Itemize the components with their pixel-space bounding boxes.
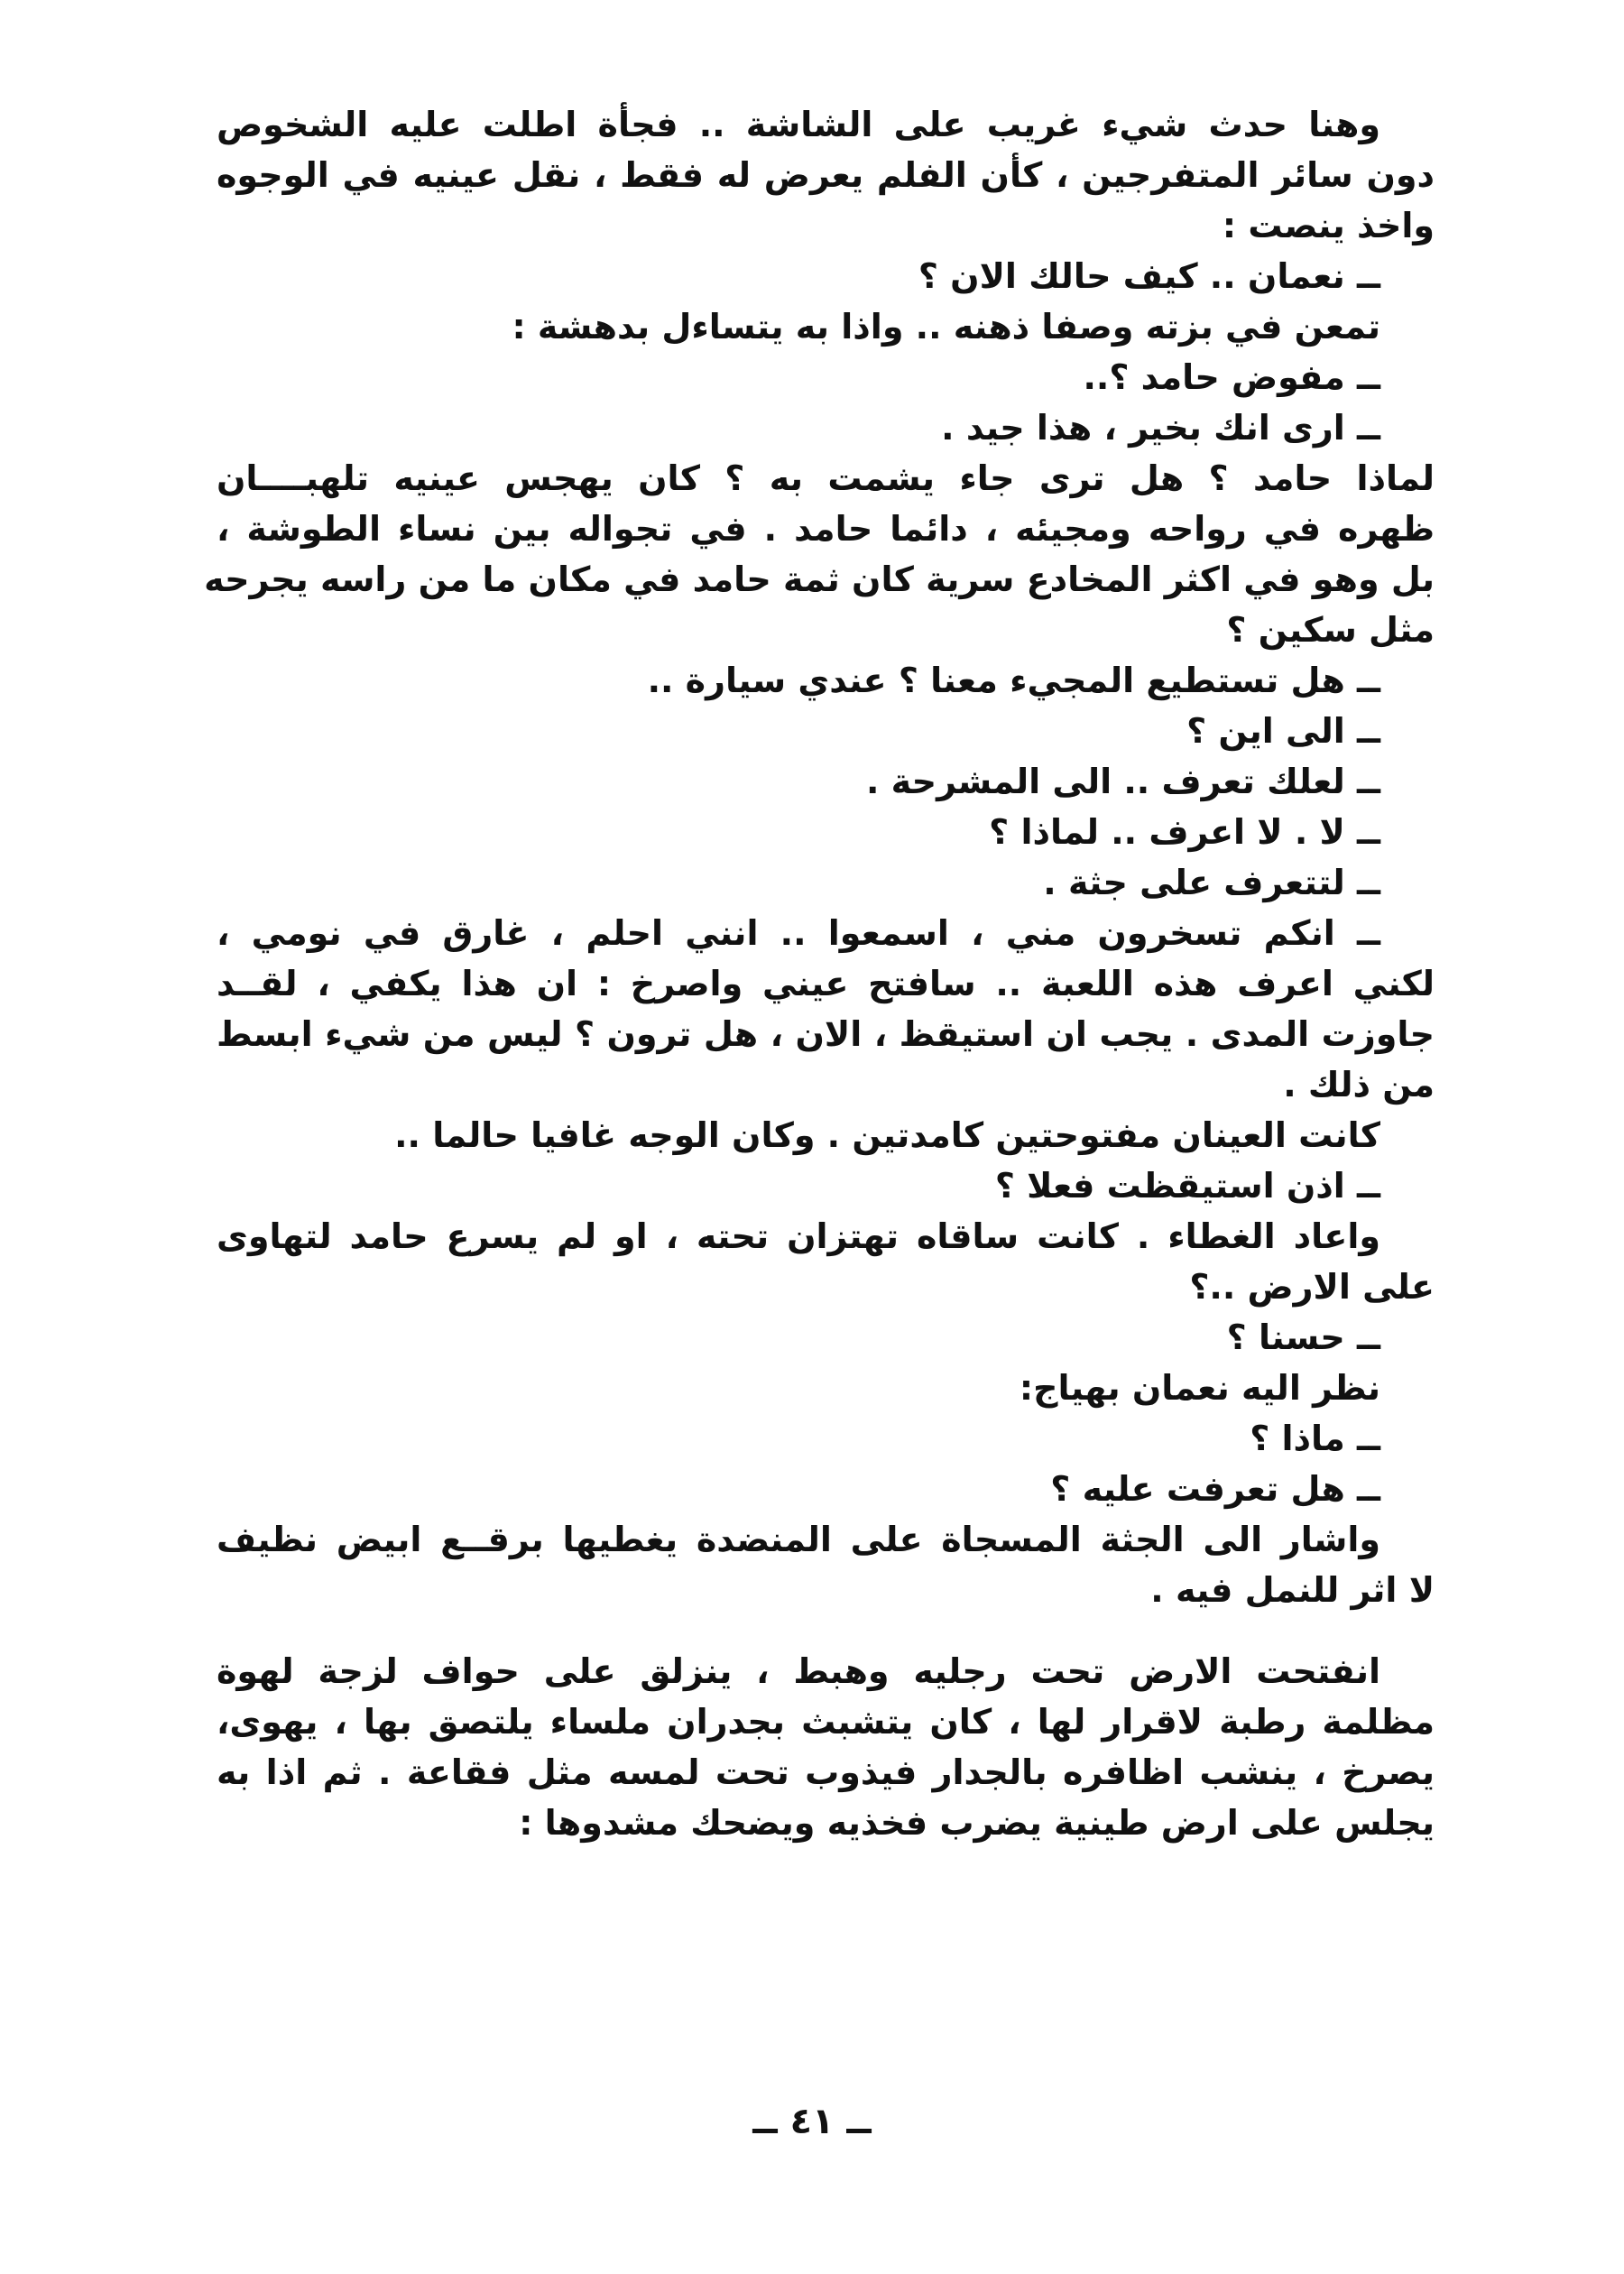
text-line: لا اثر للنمل فيه . — [1150, 1570, 1435, 1610]
text-line: جاوزت المدى . يجب ان استيقظ ، الان ، هل ترون ؟ ليس من شيء ابسط — [217, 1014, 1435, 1054]
dialogue-line: ــ الى اين ؟ — [1186, 711, 1380, 751]
dialogue-line: ــ اذن استيقظت فعلا ؟ — [994, 1166, 1380, 1206]
text-line: ظهره في رواحه ومجيئه ، دائما حامد . في تجواله بين نساء الطوشة ، — [217, 509, 1435, 549]
dialogue-line: ــ حسنا ؟ — [1226, 1317, 1380, 1357]
text-line: تمعن في بزته وصفا ذهنه .. واذا به يتساءل بدهشة : — [512, 307, 1380, 347]
text-line: انفتحت الارض تحت رجليه وهبط ، ينزلق على حواف لزجة لهوة — [217, 1651, 1380, 1691]
text-line: يجلس على ارض طينية يضرب فخذيه ويضحك مشدوها : — [519, 1803, 1435, 1843]
dialogue-line: ــ لتتعرف على جثة . — [1043, 863, 1380, 902]
dialogue-line: ــ لا . لا اعرف .. لماذا ؟ — [989, 812, 1380, 852]
dialogue-line: ــ مفوض حامد ؟.. — [1083, 357, 1380, 397]
dialogue-line: ــ ماذا ؟ — [1250, 1419, 1380, 1458]
body-text — [204, 99, 1435, 1848]
dialogue-line: ــ هل تعرفت عليه ؟ — [1050, 1469, 1380, 1509]
dialogue-line: ــ لعلك تعرف .. الى المشرحة . — [865, 762, 1380, 801]
text-line: واخذ ينصت : — [1222, 206, 1435, 245]
text-line: نظر اليه نعمان بهياج: — [1019, 1368, 1380, 1408]
text-line: يصرخ ، ينشب اظافره بالجدار فيذوب تحت لمسه مثل فقاعة . ثم اذا به — [217, 1752, 1435, 1792]
dialogue-line: ــ نعمان .. كيف حالك الان ؟ — [918, 256, 1380, 296]
text-line: من ذلك . — [1283, 1065, 1435, 1105]
text-line: مثل سكين ؟ — [1226, 610, 1435, 650]
paragraph-gap — [217, 1615, 1435, 1646]
text-line: واعاد الغطاء . كانت ساقاه تهتزان تحته ، او لم يسرع حامد لتهاوى — [217, 1216, 1380, 1256]
dialogue-line: ــ ارى انك بخير ، هذا جيد . — [941, 408, 1380, 448]
dialogue-line: ــ انكم تسخرون مني ، اسمعوا .. انني احلم ، غارق في نومي ، — [217, 913, 1380, 953]
text-line: واشار الى الجثة المسجاة على المنضدة يغطيها برقــع ابيض نظيف — [217, 1520, 1380, 1559]
dialogue-line: ــ هل تستطيع المجيء معنا ؟ عندي سيارة .. — [647, 661, 1380, 700]
text-line: لكني اعرف هذه اللعبة .. سافتح عيني واصرخ : ان هذا يكفي ، لقــد — [217, 964, 1435, 1003]
text-line: بل وهو في اكثر المخادع سرية كان ثمة حامد في مكان ما من راسه يجرحه — [204, 559, 1435, 599]
text-line: دون سائر المتفرجين ، كأن الفلم يعرض له فقط ، نقل عينيه في الوجوه — [217, 155, 1435, 195]
page-number: ــ ٤١ ــ — [752, 2101, 872, 2142]
text-line: وهنا حدث شيء غريب على الشاشة .. فجأة اطلت عليه الشخوص — [217, 105, 1380, 144]
text-line: لماذا حامد ؟ هل ترى جاء يشمت به ؟ كان يهجس عينيه تلهبــــان — [217, 458, 1435, 498]
text-line: على الارض ..؟ — [1189, 1267, 1435, 1307]
text-line: مظلمة رطبة لاقرار لها ، كان يتشبث بجدران ملساء يلتصق بها ، يهوى، — [217, 1702, 1435, 1742]
text-line: كانت العينان مفتوحتين كامدتين . وكان الوجه غافيا حالما .. — [394, 1115, 1380, 1155]
